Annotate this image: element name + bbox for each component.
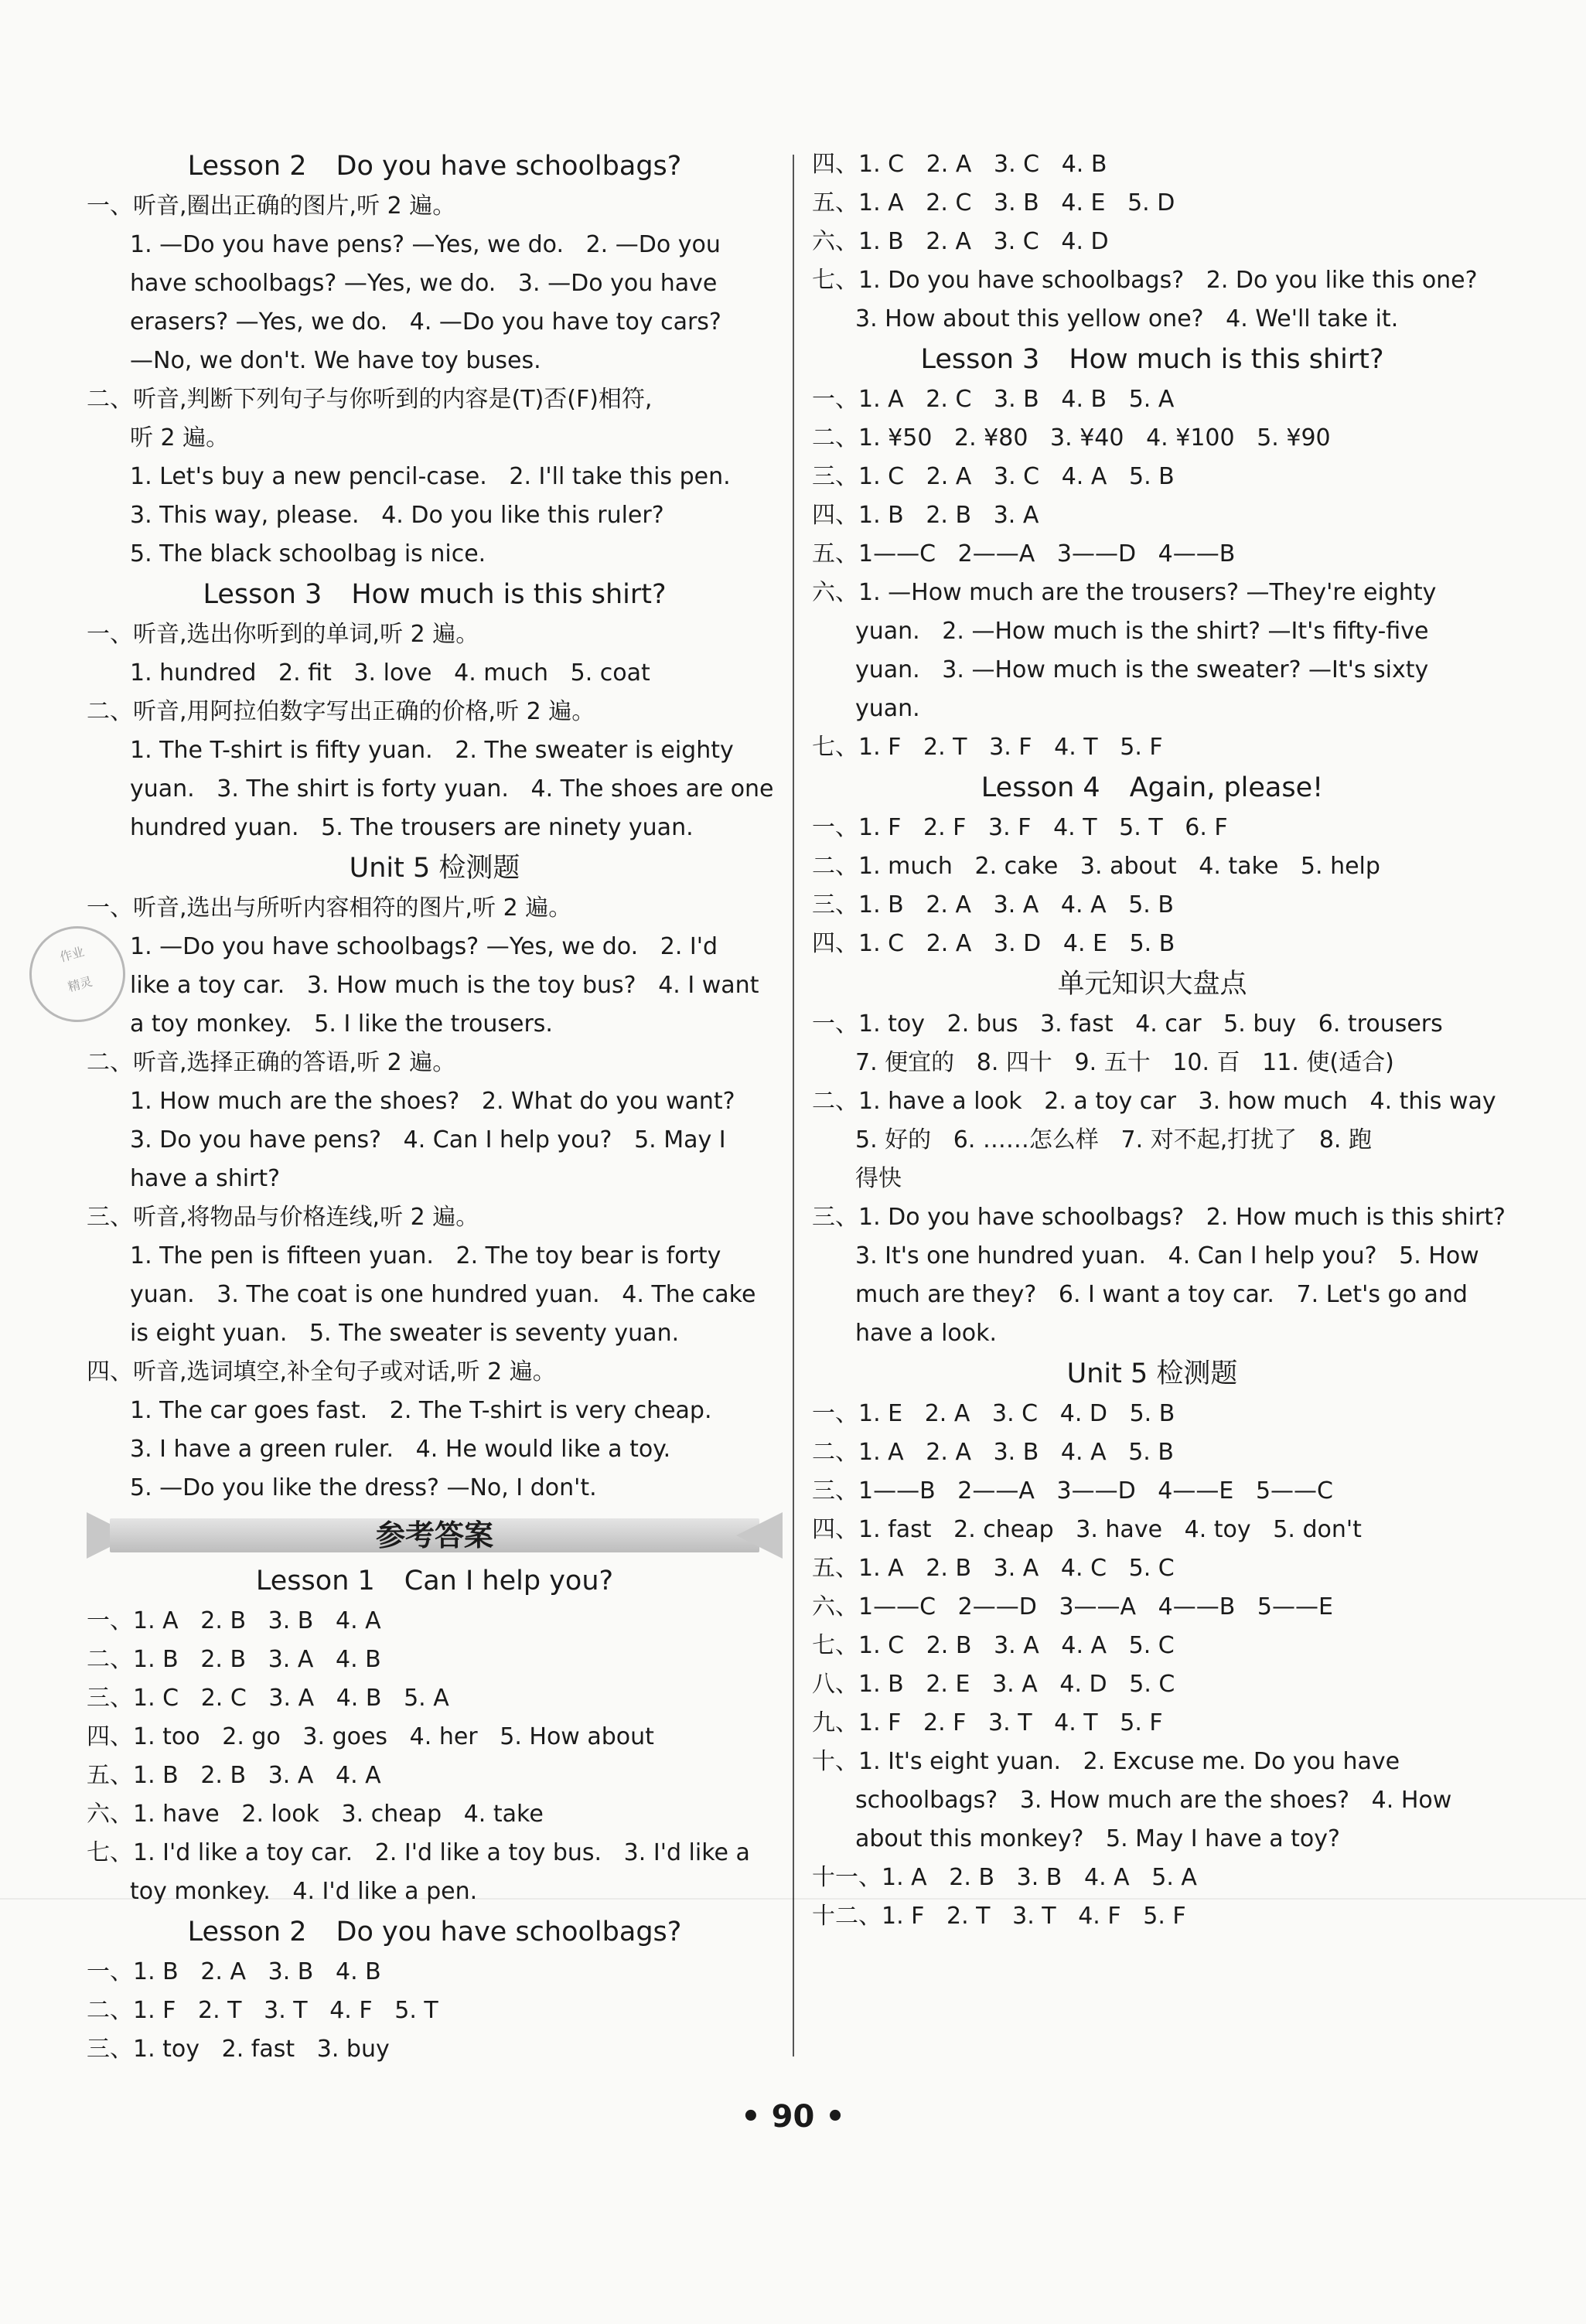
line-text: 7. 便宜的 8. 四十 9. 五十 10. 百 11. 使(适合) <box>855 1049 1394 1076</box>
line-text: 四、1. C 2. A 3. C 4. B <box>812 151 1107 178</box>
question-line <box>87 1834 783 1872</box>
line-text: 三、1. C 2. A 3. C 4. A 5. B <box>812 463 1175 490</box>
column-divider <box>793 155 794 2057</box>
text-line <box>87 535 783 574</box>
section-title-topic: Do you have schoolbags? <box>336 151 682 182</box>
question-line <box>87 187 783 226</box>
question-line <box>87 1953 783 1992</box>
line-text: about this monkey? 5. May I have a toy? <box>855 1825 1340 1852</box>
text-line <box>87 1314 783 1353</box>
section-title-topic: How much is this shirt? <box>351 579 667 610</box>
line-text: 二、1. have a look 2. a toy car 3. how much 4. this way <box>812 1088 1496 1115</box>
text-line <box>87 1237 783 1276</box>
question-line <box>87 1718 783 1757</box>
question-line <box>812 458 1492 496</box>
line-text: 四、1. too 2. go 3. goes 4. her 5. How about <box>87 1723 654 1750</box>
line-text: 十二、1. F 2. T 3. T 4. F 5. F <box>812 1903 1186 1930</box>
question-line <box>812 1395 1492 1433</box>
question-line <box>87 1992 783 2030</box>
line-text: 四、1. C 2. A 3. D 4. E 5. B <box>812 930 1175 957</box>
question-line <box>812 728 1492 767</box>
line-text: 5. —Do you like the dress? —No, I don't. <box>130 1474 597 1501</box>
line-text: 3. Do you have pens? 4. Can I help you? 5. May I <box>130 1126 726 1153</box>
question-line <box>812 535 1492 574</box>
line-text: 1. —Do you have pens? —Yes, we do. 2. —Do you <box>130 231 721 258</box>
question-line <box>812 1859 1492 1897</box>
line-text: 一、听音,选出与所听内容相符的图片,听 2 遍。 <box>87 895 572 922</box>
question-line <box>812 223 1492 261</box>
question-line <box>812 1588 1492 1627</box>
line-text: 1. The car goes fast. 2. The T-shirt is very cheap. <box>130 1397 712 1424</box>
line-text: 1. hundred 2. fit 3. love 4. much 5. coat <box>130 659 650 687</box>
section-title <box>812 963 1492 1005</box>
section-title-lesson: Unit 5 检测题 <box>1066 1358 1238 1389</box>
question-line <box>87 2030 783 2069</box>
section-title <box>87 145 783 187</box>
line-text: 一、1. A 2. B 3. B 4. A <box>87 1607 381 1634</box>
text-line <box>812 1820 1492 1859</box>
line-text: 四、1. B 2. B 3. A <box>812 502 1039 529</box>
line-text: yuan. 3. —How much is the sweater? —It's sixty <box>855 656 1429 683</box>
line-text: 二、听音,用阿拉伯数字写出正确的价格,听 2 遍。 <box>87 698 595 725</box>
section-title-lesson: Lesson 3 <box>203 579 322 610</box>
line-text: 五、1. A 2. C 3. B 4. E 5. D <box>812 189 1175 216</box>
line-text: 三、1. C 2. C 3. A 4. B 5. A <box>87 1685 449 1712</box>
line-text: 3. This way, please. 4. Do you like this ruler? <box>130 502 664 529</box>
question-line <box>87 1679 783 1718</box>
section-title-lesson: 单元知识大盘点 <box>1057 969 1247 1000</box>
text-line <box>812 1237 1492 1276</box>
line-text: 五、1——C 2——A 3——D 4——B <box>812 540 1236 567</box>
line-text: 九、1. F 2. F 3. T 4. T 5. F <box>812 1709 1163 1736</box>
text-line <box>87 342 783 380</box>
text-line <box>87 303 783 342</box>
line-text: 四、听音,选词填空,补全句子或对话,听 2 遍。 <box>87 1358 556 1385</box>
question-line <box>812 1198 1506 1237</box>
line-text: 二、1. ¥50 2. ¥80 3. ¥40 4. ¥100 5. ¥90 <box>812 424 1331 452</box>
line-text: 二、1. F 2. T 3. T 4. F 5. T <box>87 1997 438 2024</box>
line-text: schoolbags? 3. How much are the shoes? 4. How <box>855 1787 1452 1814</box>
text-line <box>87 226 783 264</box>
line-text: 七、1. C 2. B 3. A 4. A 5. C <box>812 1632 1175 1659</box>
line-text: have a look. <box>855 1320 998 1347</box>
question-line <box>87 380 783 419</box>
text-line <box>87 1469 783 1508</box>
text-line <box>812 651 1492 690</box>
line-text: have schoolbags? —Yes, we do. 3. —Do you have <box>130 270 718 297</box>
text-line <box>87 1276 783 1314</box>
text-line <box>87 1392 783 1430</box>
question-line <box>812 925 1492 963</box>
line-text: 一、1. F 2. F 3. F 4. T 5. T 6. F <box>812 814 1228 841</box>
text-line <box>87 1872 783 1911</box>
line-text: 3. I have a green ruler. 4. He would like a toy. <box>130 1436 671 1463</box>
question-line <box>87 1602 783 1641</box>
question-line <box>812 1743 1492 1781</box>
question-line <box>87 1641 783 1679</box>
line-text: 八、1. B 2. E 3. A 4. D 5. C <box>812 1671 1175 1698</box>
line-text: toy monkey. 4. I'd like a pen. <box>130 1878 478 1905</box>
text-line <box>812 1121 1492 1160</box>
question-line <box>812 886 1492 925</box>
line-text: 一、1. E 2. A 3. C 4. D 5. B <box>812 1400 1175 1427</box>
question-line <box>812 1433 1492 1472</box>
line-text: 三、1. B 2. A 3. A 4. A 5. B <box>812 891 1174 918</box>
line-text: 五、1. B 2. B 3. A 4. A <box>87 1762 381 1789</box>
section-title-lesson: Lesson 4 <box>981 772 1100 803</box>
text-line <box>87 1430 783 1469</box>
text-line <box>87 966 783 1005</box>
text-line <box>812 1276 1492 1314</box>
line-text: a toy monkey. 5. I like the trousers. <box>130 1010 553 1038</box>
answer-key-banner <box>87 1512 783 1559</box>
text-line <box>87 1005 783 1044</box>
line-text: 3. It's one hundred yuan. 4. Can I help you? 5. How <box>855 1242 1479 1269</box>
question-line <box>812 1472 1492 1511</box>
question-line <box>812 419 1492 458</box>
line-text: 五、1. A 2. B 3. A 4. C 5. C <box>812 1555 1175 1582</box>
line-text: 三、1. Do you have schoolbags? 2. How much is this shirt? <box>812 1204 1506 1231</box>
line-text: 5. 好的 6. ……怎么样 7. 对不起,打扰了 8. 跑 <box>855 1126 1372 1153</box>
text-line <box>87 496 783 535</box>
section-title <box>812 339 1492 380</box>
line-text: 一、1. toy 2. bus 3. fast 4. car 5. buy 6. trousers <box>812 1010 1443 1038</box>
section-title-topic: Do you have schoolbags? <box>336 1917 682 1947</box>
left-column <box>87 145 783 2069</box>
question-line <box>812 261 1492 300</box>
text-line <box>812 1781 1492 1820</box>
text-line <box>812 300 1492 339</box>
line-text: 七、1. Do you have schoolbags? 2. Do you like this one? <box>812 267 1478 294</box>
text-line <box>87 1160 783 1198</box>
line-text: 1. How much are the shoes? 2. What do you want? <box>130 1088 735 1115</box>
text-line <box>812 1314 1492 1353</box>
line-text: much are they? 6. I want a toy car. 7. Let's go and <box>855 1281 1468 1308</box>
question-line <box>87 1353 783 1392</box>
line-text: 三、听音,将物品与价格连线,听 2 遍。 <box>87 1204 479 1231</box>
question-line <box>812 809 1492 847</box>
text-line <box>87 264 783 303</box>
question-line <box>812 496 1492 535</box>
text-line <box>812 1160 1492 1198</box>
question-line <box>87 1795 783 1834</box>
line-text: hundred yuan. 5. The trousers are ninety yuan. <box>130 814 694 841</box>
line-text: yuan. 3. The coat is one hundred yuan. 4. The cake <box>130 1281 756 1308</box>
question-line <box>87 889 783 928</box>
question-line <box>812 1897 1492 1936</box>
text-line <box>87 458 783 496</box>
section-title-topic: Can I help you? <box>404 1566 614 1596</box>
line-text: 一、听音,圈出正确的图片,听 2 遍。 <box>87 193 456 220</box>
section-title-lesson: Lesson 2 <box>187 1917 307 1947</box>
line-text: 六、1. B 2. A 3. C 4. D <box>812 228 1109 255</box>
line-text: 二、1. much 2. cake 3. about 4. take 5. help <box>812 853 1380 880</box>
line-text: 5. The black schoolbag is nice. <box>130 540 486 567</box>
section-title <box>812 1353 1492 1395</box>
question-line <box>87 1198 783 1237</box>
answer-key-label: 参考答案 <box>375 1518 493 1552</box>
line-text: yuan. <box>855 695 920 722</box>
question-line <box>812 847 1492 886</box>
question-line <box>812 184 1492 223</box>
section-title-lesson: Lesson 1 <box>255 1566 375 1596</box>
line-text: 七、1. F 2. T 3. F 4. T 5. F <box>812 734 1163 761</box>
right-column <box>812 145 1506 1936</box>
question-line <box>812 380 1492 419</box>
question-line <box>812 1082 1496 1121</box>
line-text: yuan. 3. The shirt is forty yuan. 4. The shoes are one <box>130 775 774 802</box>
text-line <box>87 770 783 809</box>
watermark-stamp: 作业 精灵 <box>19 915 136 1033</box>
question-line <box>812 1627 1492 1665</box>
text-line <box>87 809 783 847</box>
section-title <box>87 574 783 615</box>
question-line <box>812 1005 1492 1044</box>
line-text: 六、1. have 2. look 3. cheap 4. take <box>87 1801 544 1828</box>
line-text: 七、1. I'd like a toy car. 2. I'd like a toy bus. 3. I'd like a <box>87 1839 750 1866</box>
line-text: 听 2 遍。 <box>130 424 230 452</box>
line-text: have a shirt? <box>130 1165 281 1192</box>
section-title-lesson: Lesson 3 <box>920 344 1040 375</box>
line-text: erasers? —Yes, we do. 4. —Do you have toy cars? <box>130 308 721 336</box>
question-line <box>812 574 1492 612</box>
text-line <box>87 1121 783 1160</box>
line-text: 1. The T-shirt is fifty yuan. 2. The sweater is eighty <box>130 737 734 764</box>
line-text: 十、1. It's eight yuan. 2. Excuse me. Do you have <box>812 1748 1400 1775</box>
page-number: • 90 • <box>741 2099 845 2135</box>
line-text: 一、听音,选出你听到的单词,听 2 遍。 <box>87 621 479 648</box>
line-text: 二、听音,选择正确的答语,听 2 遍。 <box>87 1049 456 1076</box>
question-line <box>87 615 783 654</box>
section-title-lesson: Lesson 2 <box>187 151 307 182</box>
line-text: yuan. 2. —How much is the shirt? —It's fifty-five <box>855 618 1429 645</box>
line-text: 一、1. A 2. C 3. B 4. B 5. A <box>812 386 1175 413</box>
line-text: 一、1. B 2. A 3. B 4. B <box>87 1958 381 1985</box>
line-text: 二、听音,判断下列句子与你听到的内容是(T)否(F)相符, <box>87 386 653 413</box>
line-text: 1. Let's buy a new pencil-case. 2. I'll take this pen. <box>130 463 731 490</box>
text-line <box>87 419 783 458</box>
text-line <box>812 1044 1492 1082</box>
question-line <box>87 1757 783 1795</box>
section-title-topic: How much is this shirt? <box>1069 344 1384 375</box>
text-line <box>812 690 1492 728</box>
question-line <box>812 145 1492 184</box>
text-line <box>812 612 1492 651</box>
line-text: 二、1. B 2. B 3. A 4. B <box>87 1646 381 1673</box>
line-text: like a toy car. 3. How much is the toy bus? 4. I want <box>130 972 759 999</box>
question-line <box>812 1665 1492 1704</box>
text-line <box>87 731 783 770</box>
line-text: 1. —Do you have schoolbags? —Yes, we do. 2. I'd <box>130 933 718 960</box>
line-text: 1. The pen is fifteen yuan. 2. The toy bear is forty <box>130 1242 721 1269</box>
line-text: 十一、1. A 2. B 3. B 4. A 5. A <box>812 1864 1197 1891</box>
text-line <box>87 1082 783 1121</box>
line-text: 二、1. A 2. A 3. B 4. A 5. B <box>812 1439 1174 1466</box>
section-title <box>87 847 783 889</box>
question-line <box>812 1549 1492 1588</box>
line-text: 得快 <box>855 1165 902 1192</box>
question-line <box>87 693 783 731</box>
section-title <box>87 1560 783 1602</box>
line-text: is eight yuan. 5. The sweater is seventy yuan. <box>130 1320 680 1347</box>
line-text: 三、1. toy 2. fast 3. buy <box>87 2036 390 2063</box>
line-text: 六、1. —How much are the trousers? —They're eighty <box>812 579 1437 606</box>
section-title <box>812 767 1492 809</box>
section-title-lesson: Unit 5 检测题 <box>349 853 520 884</box>
question-line <box>812 1704 1492 1743</box>
line-text: 六、1——C 2——D 3——A 4——B 5——E <box>812 1593 1333 1620</box>
line-text: 三、1——B 2——A 3——D 4——E 5——C <box>812 1477 1333 1504</box>
section-title <box>87 1911 783 1953</box>
section-title-topic: Again, please! <box>1129 772 1324 803</box>
page-crease <box>0 1898 1586 1900</box>
question-line <box>87 1044 783 1082</box>
text-line <box>87 928 783 966</box>
line-text: 3. How about this yellow one? 4. We'll take it. <box>855 305 1399 332</box>
text-line <box>87 654 783 693</box>
line-text: —No, we don't. We have toy buses. <box>130 347 541 374</box>
line-text: 四、1. fast 2. cheap 3. have 4. toy 5. don't <box>812 1516 1362 1543</box>
question-line <box>812 1511 1492 1549</box>
